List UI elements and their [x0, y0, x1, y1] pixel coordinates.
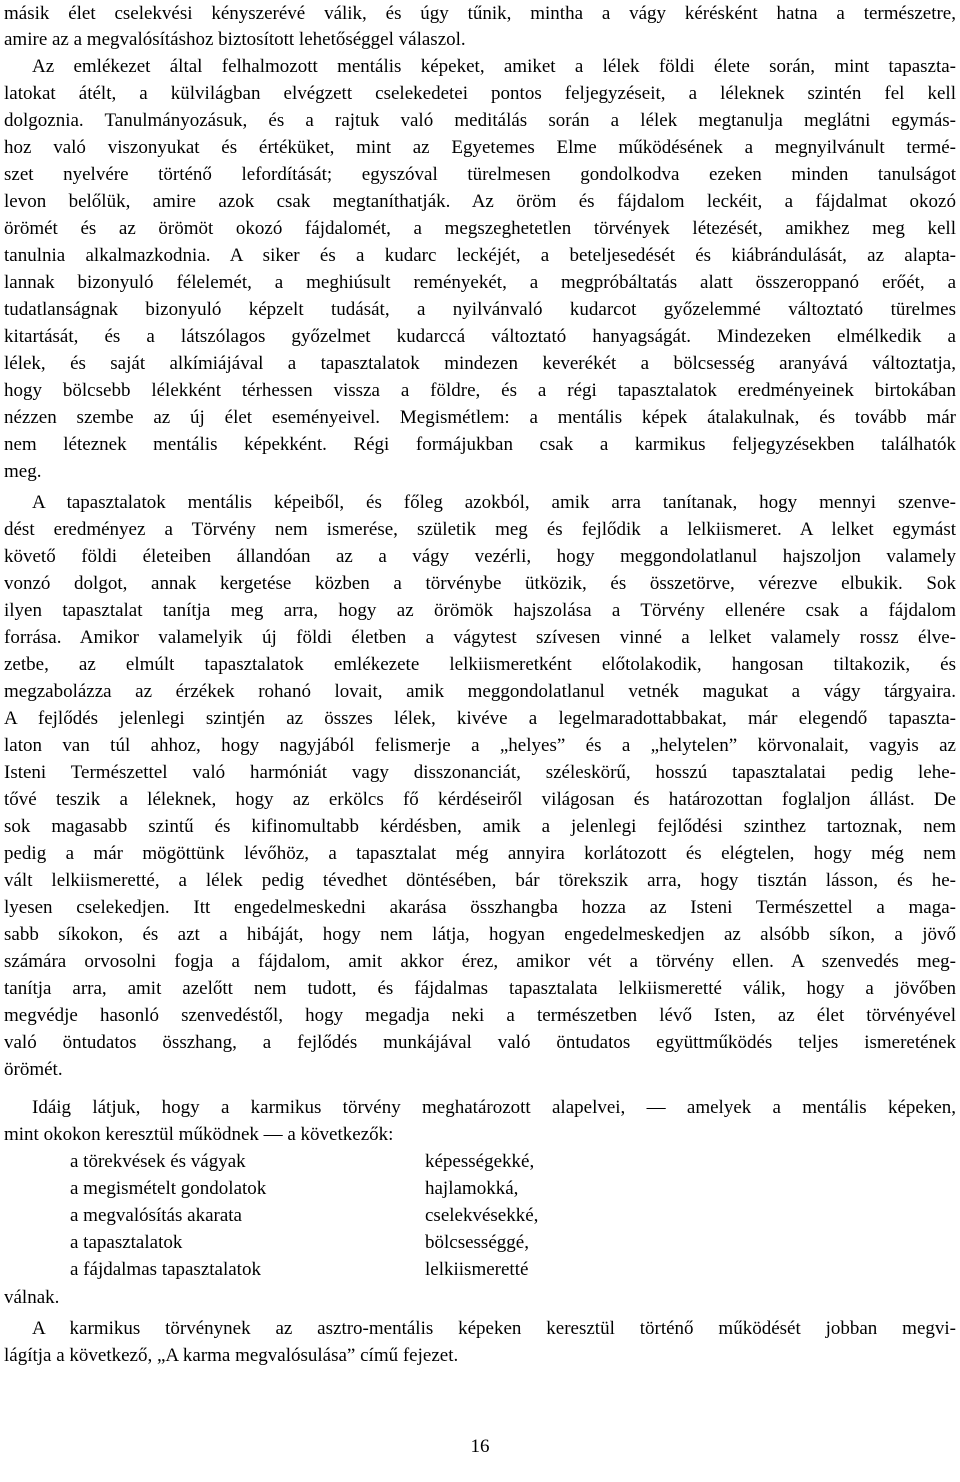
paragraph-5-first-line: A karmikus törvénynek az asztro-mentális képeken keresztül történő működését jobban megvi-	[32, 1318, 956, 1339]
paragraph-5-line: lágítja a következő, „A karma megvalósulása” című fejezet.	[4, 1345, 459, 1366]
paragraph-2-line: örömét és az örömöt okozó fájdalomét, a megszeghetetlen törvények létezését, amikhez meg kell	[4, 218, 956, 239]
list-item-cause: a megvalósítás akarata	[70, 1205, 242, 1226]
list-item-result: lelkiismeretté	[425, 1259, 529, 1280]
page-number: 16	[470, 1436, 490, 1457]
paragraph-3-line: laton van túl ahhoz, hogy nagyjából felismerje a „helyes” és a „helytelen” körvonalait, vagyis az	[4, 735, 956, 756]
paragraph-3-line: lyesen cselekedjen. Itt engedelmeskedni akarása összhangba hozza az Isteni Természettel a maga-	[4, 897, 956, 918]
paragraph-3-line: dést eredményez a Törvény nem ismerése, születik meg és fejlődik a lelkiismeret. A lelket egymást	[4, 519, 956, 540]
paragraph-2-line: hoz való viszonyukat és értéküket, mint az Egyetemes Elme működésének a megnyilvánult termé-	[4, 137, 956, 158]
paragraph-2-line: hogy bölcsebb lélekként térhessen vissza a földre, és a régi tapasztalatok eredményeinek birtokában	[4, 380, 956, 401]
paragraph-2-line: levon belőlük, amire azok csak megtaníthatják. Az öröm és fájdalom leckéit, a fájdalmat okozó	[4, 191, 956, 212]
paragraph-2-line: tudatlanságnak bizonyuló képzelt tudását, a nyilvánvaló kudarcot győzelemmé változtató türelmes	[4, 299, 956, 320]
paragraph-2-first-line: Az emlékezet által felhalmozott mentális képeket, amiket a lélek földi élete során, mint tapaszta-	[32, 56, 956, 77]
paragraph-3-first-line: A tapasztalatok mentális képeiből, és főleg azokból, amik arra tanítanak, hogy mennyi szenve-	[32, 492, 956, 513]
paragraph-2-line: lélek, és saját alkímiájával a tapasztalatok mindezen keverékét a bölcsesség aranyává változtatja,	[4, 353, 956, 374]
list-item-result: bölcsességgé,	[425, 1232, 529, 1253]
list-item-result: hajlamokká,	[425, 1178, 519, 1199]
paragraph-3-line: Isteni Természettel való harmóniát vagy disszonanciát, széleskörű, hosszú tapasztalatai pedig lehe-	[4, 762, 956, 783]
paragraph-3-line: forrása. Amikor valamelyik új földi életben a vágytest szívesen vinné a lelket valamely rossz élve-	[4, 627, 956, 648]
paragraph-3-line: örömét.	[4, 1059, 63, 1080]
list-item-result: cselekvésekké,	[425, 1205, 539, 1226]
document-page	[4, 0, 956, 1482]
paragraph-3-line: tanítja arra, amit azelőtt nem tudott, és fájdalmas tapasztalata lelkiismeretté válik, hogy a jövőben	[4, 978, 956, 999]
paragraph-3-line: pedig a már mögöttünk lévőhöz, a tapasztalat még annyira korlátozott és elégtelen, hogy még nem	[4, 843, 956, 864]
paragraph-2-line: kitartását, és a látszólagos győzelmet kudarccá változtató hanyagságát. Mindezeken elmélkedik a	[4, 326, 956, 347]
list-item-cause: a fájdalmas tapasztalatok	[70, 1259, 261, 1280]
paragraph-3-line: sok magasabb szintű és kifinomultabb kérdésben, amik a jelenlegi fejlődési szinthez tartoznak, nem	[4, 816, 956, 837]
paragraph-3-line: megzabolázza az érzékek rohanó lovait, amik meggondolatlanul vetnék magukat a vágy tárgyaira.	[4, 681, 956, 702]
list-item-cause: a megismételt gondolatok	[70, 1178, 267, 1199]
paragraph-3-line: tővé teszik a léleknek, hogy az erkölcs fő kérdéseiről világosan és határozottan foglaljon állást. De	[4, 789, 956, 810]
paragraph-2-line: nem léteznek mentális képekként. Régi formájukban csak a karmikus feljegyzésekben találhatók	[4, 434, 956, 455]
paragraph-3-line: vált lelkiismeretté, a lélek pedig tévedhet döntésében, bár törekszik arra, hogy tisztán lásson, és he-	[4, 870, 956, 891]
paragraph-2-line: lannak bizonyuló félelemét, a meghiúsult reményekét, a megpróbáltatás alatt összeroppanó erőét, a	[4, 272, 956, 293]
paragraph-4-first-line: Idáig látjuk, hogy a karmikus törvény meghatározott alapelvei, — amelyek a mentális képeken,	[32, 1097, 956, 1118]
paragraph-2-line: meg.	[4, 461, 42, 482]
paragraph-3-line: vonzó dolgot, annak kergetése közben a törvénybe ütközik, és összetörve, vérezve elbukik. Sok	[4, 573, 956, 594]
list-item-result: képességekké,	[425, 1151, 535, 1172]
paragraph-3-line: sabb síkokon, és azt a hibáját, hogy nem látja, hogyan engedelmeskedjen az alsóbb síkon, a jövő	[4, 924, 956, 945]
paragraph-4-line: mint okokon keresztül működnek — a következők:	[4, 1124, 394, 1145]
paragraph-3-line: való öntudatos összhang, a fejlődés munkájával való öntudatos együttműködés teljes ismeretének	[4, 1032, 956, 1053]
paragraph-3-line: követő földi életeiben állandóan az a vágy vezérli, hogy meggondolatlanul hajszoljon valamely	[4, 546, 956, 567]
paragraph-3-line: zetbe, az elmúlt tapasztalatok emlékezete lelkiismeretként előtolakodik, hangosan tiltakozik, és	[4, 654, 956, 675]
list-item-cause: a törekvések és vágyak	[70, 1151, 246, 1172]
paragraph-2-line: szet nyelvére történő lefordítását; egyszóval türelmesen gondolkodva ezeken minden tanulságot	[4, 164, 956, 185]
list-end-word: válnak.	[4, 1287, 60, 1308]
list-item-cause: a tapasztalatok	[70, 1232, 183, 1253]
paragraph-2-line: tanulnia alkalmazkodnia. A siker és a kudarc leckéjét, a beteljesedését és kiábrándulását, az alapta-	[4, 245, 956, 266]
paragraph-2-line: dolgoznia. Tanulmányozásuk, és a rajtuk való meditálás során a lélek megtanulja meglátni egymás-	[4, 110, 956, 131]
paragraph-3-line: megvédje hasonló szenvedéstől, hogy megadja neki a természetben lévő Isten, az élet törvényével	[4, 1005, 956, 1026]
paragraph-3-line: A fejlődés jelenlegi szintjén az összes lélek, kivéve a legelmaradottabbakat, már elegendő tapaszta-	[4, 708, 956, 729]
paragraph-2-line: latokat átélt, a külvilágban elvégzett cselekedetei pontos feljegyzéseit, a léleknek szintén fel kell	[4, 83, 956, 104]
paragraph-3-line: ilyen tapasztalat tanítja meg arra, hogy az örömök hajszolása a Törvény ellenére csak a fájdalom	[4, 600, 956, 621]
paragraph-3-line: számára orvosolni fogja a fájdalom, amit akkor érez, amikor vét a törvény ellen. A szenvedés meg-	[4, 951, 956, 972]
paragraph-2-line: nézzen szembe az új élet eseményeivel. Megismétlem: a mentális képek átalakulnak, és tovább már	[4, 407, 956, 428]
paragraph-1-line: amire az a megvalósításhoz biztosított lehetőséggel válaszol.	[4, 29, 466, 50]
paragraph-1-line: másik élet cselekvési kényszerévé válik, és úgy tűnik, mintha a vágy kérésként hatna a természetre,	[4, 3, 956, 24]
